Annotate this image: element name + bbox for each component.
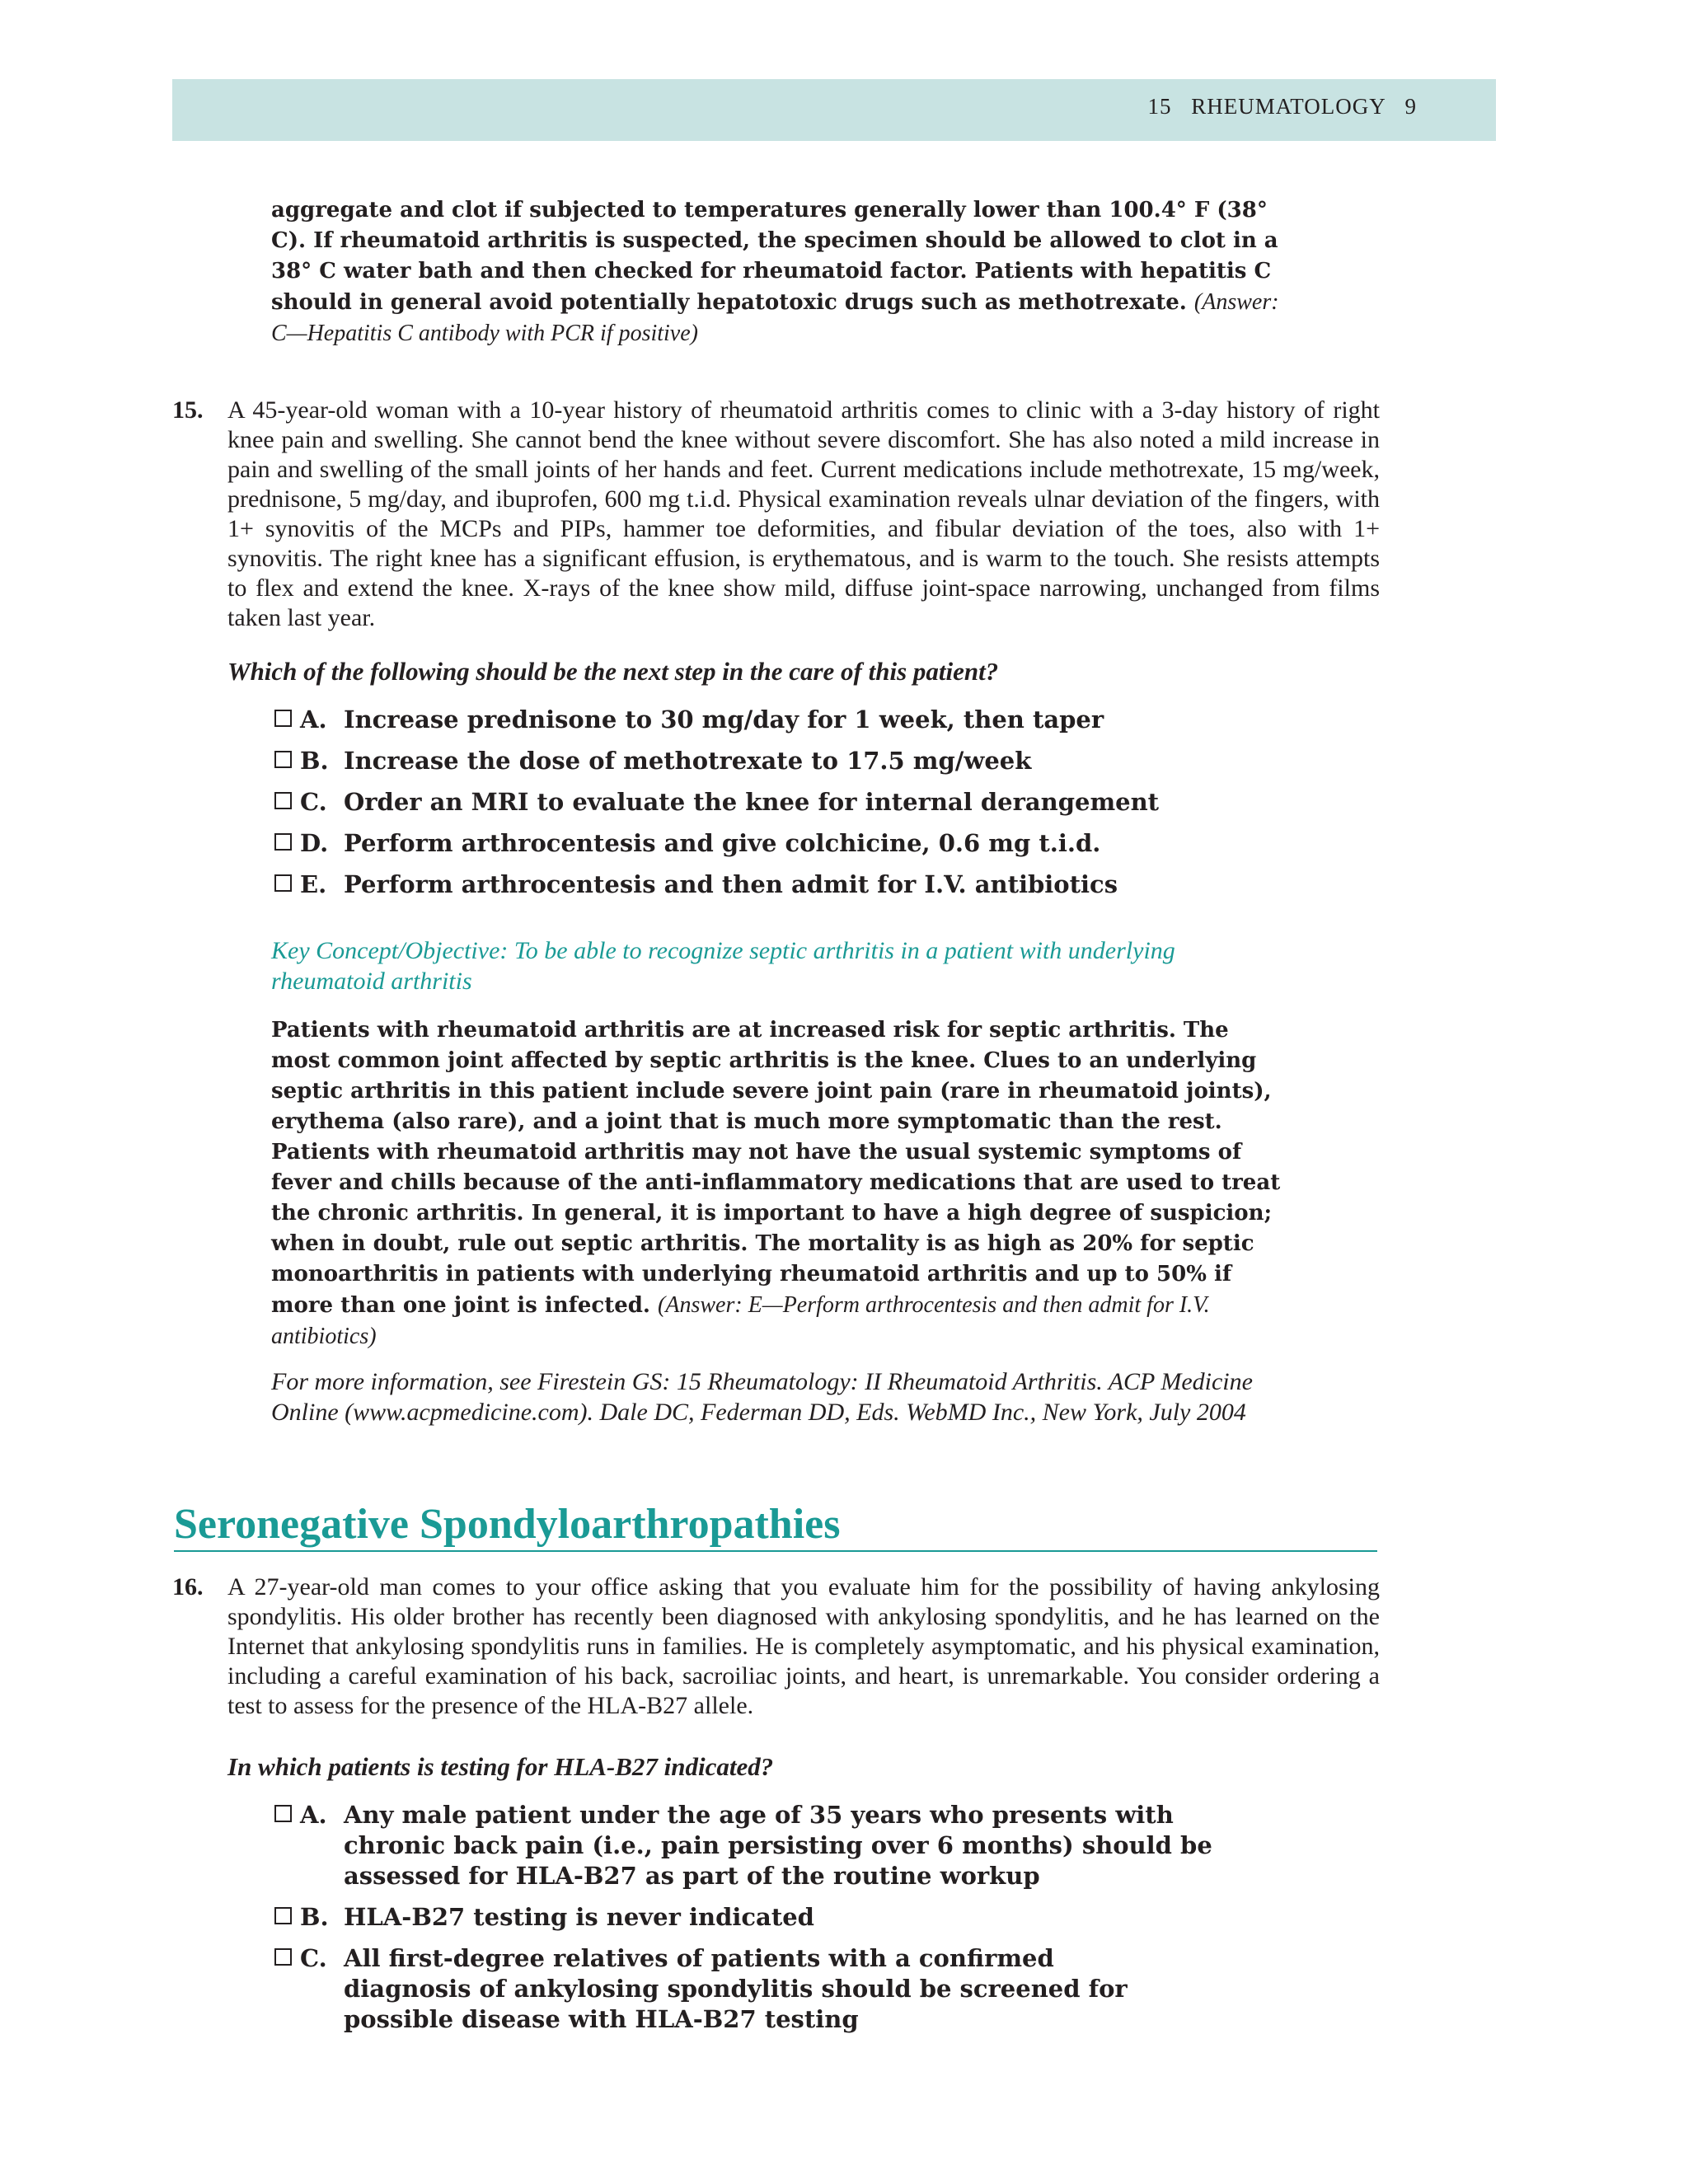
chapter-number: 15 <box>1147 94 1172 119</box>
page-header <box>172 79 1496 141</box>
question-number: 16. <box>172 1573 204 1601</box>
explanation-paragraph <box>271 1015 1287 1352</box>
checkbox-icon[interactable] <box>274 751 292 768</box>
question-15 <box>172 396 1380 633</box>
answer-option[interactable] <box>274 1902 814 1933</box>
option-text: Any male patient under the age of 35 years who presents with chronic back pain (i.e., pain persisting over 6 months) should be assessed for HLA-B27 as part of the routine workup <box>344 1801 1212 1890</box>
option-letter: B. <box>300 747 329 775</box>
previous-answer-key: (Answer: C—Hepatitis C antibody with PCR if positive) <box>271 289 1279 346</box>
option-text: Perform arthrocentesis and give colchicine, 0.6 mg t.i.d. <box>344 829 1101 857</box>
answer-key: (Answer: E—Perform arthrocentesis and then admit for I.V. antibiotics) <box>271 1292 1210 1349</box>
answer-option[interactable] <box>274 1800 1212 1890</box>
option-text: Perform arthrocentesis and then admit for I.V. antibiotics <box>344 870 1118 898</box>
running-head <box>1147 94 1417 120</box>
chapter-title: RHEUMATOLOGY <box>1191 94 1386 119</box>
option-text: HLA-B27 testing is never indicated <box>344 1903 814 1931</box>
answer-option[interactable] <box>274 828 1101 859</box>
checkbox-icon[interactable] <box>274 1805 292 1822</box>
option-text: Order an MRI to evaluate the knee for internal derangement <box>344 788 1160 816</box>
question-prompt: In which patients is testing for HLA-B27 indicated? <box>227 1752 774 1781</box>
option-letter: B. <box>300 1903 329 1931</box>
answer-option[interactable] <box>274 705 1104 735</box>
reference-note: For more information, see Firestein GS: 15 Rheumatology: II Rheumatoid Arthritis. ACP Medicine Online (www.acpmedicine.com). Dale DC, Federman DD, Eds. WebMD Inc., New York, July 2004 <box>271 1368 1253 1426</box>
question-stem: A 45-year-old woman with a 10-year history of rheumatoid arthritis comes to clinic with a 3-day history of right knee pain and swelling. She cannot bend the knee without severe discomfort. She has also noted a mild increase in pain and swelling of the small joints of her hands and feet. Current medications include methotrexate, 15 mg/week, prednisone, 5 mg/day, and ibuprofen, 600 mg t.i.d. Physical examination reveals ulnar deviation of the fingers, with 1+ synovitis of the MCPs and PIPs, hammer toe deformities, and fibular deviation of the toes, also with 1+ synovitis. The right knee has a significant effusion, is erythematous, and is warm to the touch. She resists attempts to flex and extend the knee. X-rays of the knee show mild, diffuse joint-space narrowing, unchanged from films taken last year. <box>227 396 1380 631</box>
page-number: 9 <box>1404 94 1417 119</box>
option-letter: C. <box>300 788 327 816</box>
checkbox-icon[interactable] <box>274 874 292 892</box>
option-letter: D. <box>300 829 329 857</box>
question-stem: A 27-year-old man comes to your office asking that you evaluate him for the possibility of having ankylosing spondylitis. His older brother has recently been diagnosed with ankylosing spondylitis, and he has learned on the Internet that ankylosing spondylitis runs in families. He is completely asymptomatic, and his physical examination, including a careful examination of his back, sacroiliac joints, and heart, is unremarkable. You consider ordering a test to assess for the presence of the HLA-B27 allele. <box>227 1573 1380 1719</box>
previous-answer-paragraph <box>271 195 1287 349</box>
explanation-text: Patients with rheumatoid arthritis are at increased risk for septic arthritis. The most common joint affected by septic arthritis is the knee. Clues to an underlying septic arthritis in this patient include severe joint pain (rare in rheumatoid joints), erythema (also rare), and a joint that is much more symptomatic than the rest. Patients with rheumatoid arthritis may not have the usual systemic symptoms of fever and chills because of the anti-inflammatory medications that are used to treat the chronic arthritis. In general, it is important to have a high degree of suspicion; when in doubt, rule out septic arthritis. The mortality is as high as 20% for septic monoarthritis in patients with underlying rheumatoid arthritis and up to 50% if more than one joint is infected. <box>271 1018 1281 1318</box>
answer-option[interactable] <box>274 787 1160 818</box>
previous-answer-text: aggregate and clot if subjected to temperatures generally lower than 100.4° F (38° C). If rheumatoid arthritis is suspected, the specimen should be allowed to clot in a 38° C water bath and then checked for rheumatoid factor. Patients with hepatitis C should in general avoid potentially hepatotoxic drugs such as methotrexate. <box>271 198 1278 315</box>
question-16 <box>172 1572 1380 1721</box>
checkbox-icon[interactable] <box>274 1907 292 1924</box>
option-text: Increase prednisone to 30 mg/day for 1 week, then taper <box>344 705 1104 733</box>
question-prompt: Which of the following should be the next step in the care of this patient? <box>227 657 999 686</box>
checkbox-icon[interactable] <box>274 710 292 727</box>
option-letter: C. <box>300 1944 327 1972</box>
checkbox-icon[interactable] <box>274 1948 292 1966</box>
answer-option[interactable] <box>274 1943 1128 2033</box>
question-number: 15. <box>172 396 204 424</box>
checkbox-icon[interactable] <box>274 792 292 809</box>
option-letter: A. <box>300 705 327 733</box>
answer-option[interactable] <box>274 869 1118 900</box>
option-letter: E. <box>300 870 327 898</box>
checkbox-icon[interactable] <box>274 833 292 851</box>
answer-option[interactable] <box>274 746 1032 776</box>
option-text: All first-degree relatives of patients with a confirmed diagnosis of ankylosing spondylitis should be screened for possible disease with HLA-B27 testing <box>344 1944 1128 2033</box>
option-text: Increase the dose of methotrexate to 17.5 mg/week <box>344 747 1032 775</box>
section-heading: Seronegative Spondyloarthropathies <box>174 1500 1377 1552</box>
option-letter: A. <box>300 1801 327 1829</box>
key-concept: Key Concept/Objective: To be able to recognize septic arthritis in a patient with underlying rheumatoid arthritis <box>271 937 1175 995</box>
